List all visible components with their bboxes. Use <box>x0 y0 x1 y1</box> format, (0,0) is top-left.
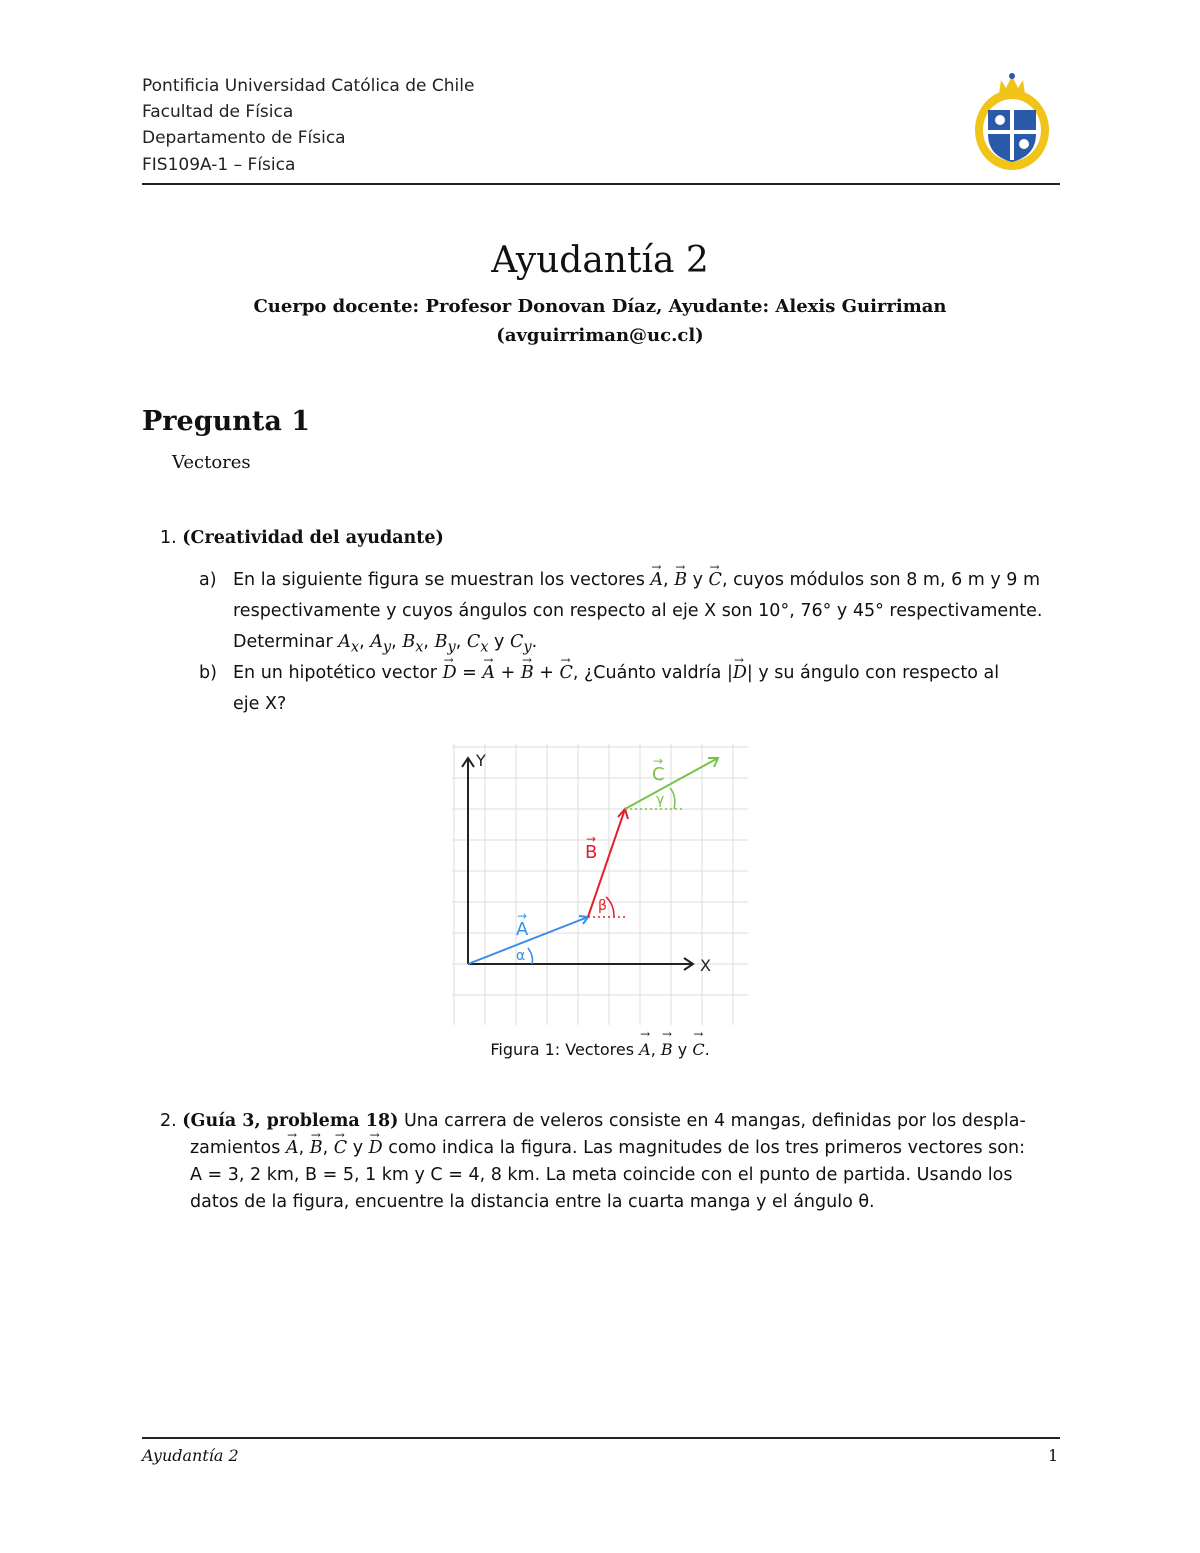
item-1a-line-1: En la siguiente figura se muestran los vectores → A, → B y → C, cuyos módulos son 8 m, 6 m y 9 m <box>233 565 1040 596</box>
section-title: Pregunta 1 <box>142 406 310 437</box>
caption-text: Figura 1: Vectores <box>490 1040 635 1059</box>
university-seal-logo <box>973 72 1051 172</box>
x-axis-label: X <box>700 956 711 975</box>
y-axis-label: Y <box>476 751 486 770</box>
vector-a-label: A <box>516 919 529 940</box>
item-1a-label: a) <box>199 570 217 590</box>
beta-label: β <box>598 898 607 914</box>
item-1a-text-2: , cuyos módulos son 8 m, 6 m y 9 m <box>721 570 1041 590</box>
vector-c-label: C <box>652 764 665 785</box>
caption-conjunction: y <box>677 1040 688 1059</box>
alpha-arc <box>528 948 533 964</box>
alpha-label: α <box>516 948 526 964</box>
vectors-figure <box>448 740 758 1030</box>
item-2-text-2b: como indica la figura. Las magnitudes de los tres primeros vectores son: <box>388 1138 1025 1158</box>
item-1b-text-3: | y su ángulo con respecto al <box>746 663 1000 683</box>
staff-line: Cuerpo docente: Profesor Donovan Díaz, Ayudante: Alexis Guirriman <box>253 296 947 317</box>
item-1b-text: En un hipotético vector <box>233 663 437 683</box>
course-code: FIS109A-1 – Física <box>142 155 296 175</box>
vector-b-label: B <box>585 842 598 863</box>
vector-a-arrow-mark: → <box>517 909 528 923</box>
item-2-line-4: datos de la figura, encuentre la distancia entre la cuarta manga y el ángulo θ. <box>190 1192 875 1212</box>
vector-c: → C <box>709 565 722 596</box>
item-2-text-2a: zamientos <box>190 1138 281 1158</box>
item-1a-prefix: Determinar <box>233 632 333 652</box>
item-1b-line-2: eje X? <box>233 694 287 714</box>
item-1b-label: b) <box>199 663 217 683</box>
vector-c-arrow-mark: → <box>653 754 664 768</box>
footer-title: Ayudantía 2 <box>142 1446 239 1465</box>
item-number: 2. <box>160 1111 177 1131</box>
gamma-label: γ <box>656 792 665 808</box>
page-number: 1 <box>1048 1446 1059 1465</box>
figure-caption: Figura 1: Vectores → A, → B y → C. <box>0 1040 1200 1059</box>
item-1b-line-1: En un hipotético vector → D = → A + → B + → C, ¿Cuánto valdría |→ D| y su ángulo con respecto al <box>233 658 999 689</box>
vector-b: → B <box>674 565 687 596</box>
item-number: 1. <box>160 528 177 548</box>
item-2-line-2: zamientos → A, → B, → C y → D como indica la figura. Las magnitudes de los tres primeros vectores son: <box>190 1133 1025 1164</box>
item-1-heading <box>160 523 444 554</box>
item-1a-line-3: Determinar $A_x$, $A_y$, $B_x$, $B_y$, $C_x$ y $C_y$. <box>233 632 538 656</box>
item-1b-text-2: , ¿Cuánto valdría | <box>572 663 733 683</box>
page-title: Ayudantía 2 <box>491 240 709 281</box>
vector-b-arrow-mark: → <box>586 832 597 846</box>
item-1a-line-2: respectivamente y cuyos ángulos con respecto al eje X son 10°, 76° y 45° respectivamente. <box>233 601 1043 621</box>
department-name: Departamento de Física <box>142 128 346 148</box>
email-line: (avguirriman@uc.cl) <box>496 325 704 346</box>
item-2-line-3: A = 3, 2 km, B = 5, 1 km y C = 4, 8 km. La meta coincide con el punto de partida. Usando los <box>190 1165 1013 1185</box>
item-1a-text: En la siguiente figura se muestran los vectores <box>233 570 645 590</box>
beta-arc <box>606 897 614 917</box>
footer-rule <box>142 1437 1060 1439</box>
vector-a: → A <box>650 565 663 596</box>
faculty-name: Facultad de Física <box>142 102 294 122</box>
institution-name: Pontificia Universidad Católica de Chile <box>142 76 475 96</box>
item-2-heading: (Guía 3, problema 18) <box>182 1111 399 1131</box>
item-2-text-1: Una carrera de veleros consiste en 4 mangas, definidas por los despla- <box>403 1111 1026 1131</box>
section-subtitle: Vectores <box>172 452 251 473</box>
header-rule <box>142 183 1060 185</box>
item-heading: (Creatividad del ayudante) <box>182 528 444 548</box>
